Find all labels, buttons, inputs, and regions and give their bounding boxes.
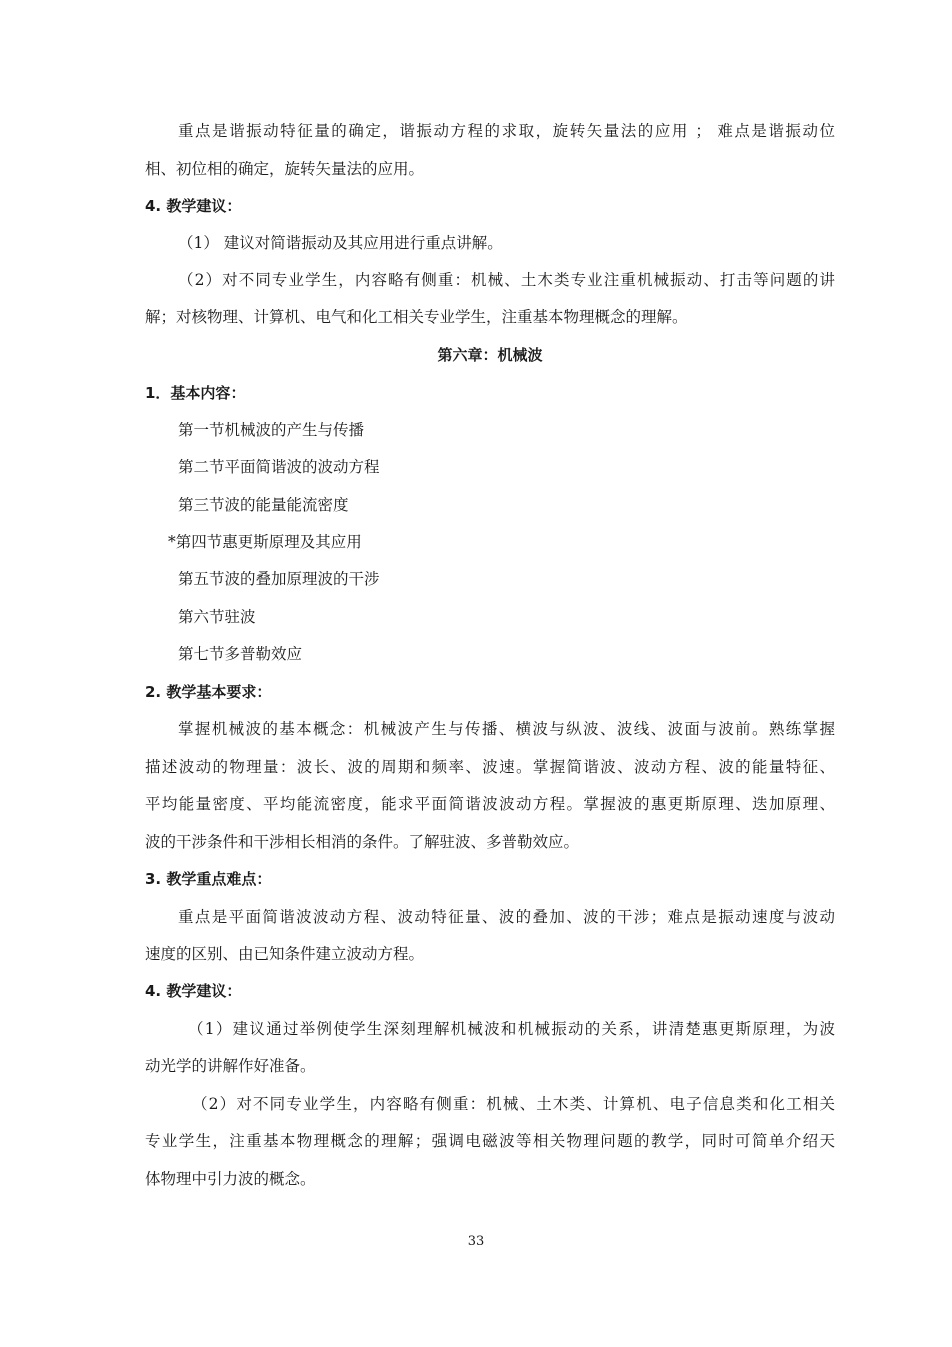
section-heading: 3. 教学重点难点： (145, 870, 272, 888)
paragraph-line: 相、初位相的确定，旋转矢量法的应用。 (145, 160, 425, 178)
page-number: 33 (467, 1234, 485, 1249)
paragraph-line: 专业学生，注重基本物理概念的理解；强调电磁波等相关物理问题的教学，同时可简单介绍天 (145, 1132, 835, 1150)
list-item: 第三节波的能量能流密度 (178, 496, 349, 514)
paragraph-line: （1） 建议对简谐振动及其应用进行重点讲解。 (178, 234, 503, 252)
chapter-title: 第六章：机械波 (437, 346, 543, 364)
section-heading: 2. 教学基本要求： (145, 683, 272, 701)
paragraph-line: 重点是谐振动特征量的确定，谐振动方程的求取，旋转矢量法的应用 ； 难点是谐振动位 (178, 122, 835, 140)
section-heading: 4. 教学建议： (145, 982, 242, 1000)
paragraph-line: （2）对不同专业学生，内容略有侧重：机械、土木类专业注重机械振动、打击等问题的讲 (178, 271, 835, 289)
paragraph-line: 体物理中引力波的概念。 (145, 1170, 316, 1188)
paragraph-line: 波的干涉条件和干涉相长相消的条件。了解驻波、多普勒效应。 (145, 833, 580, 851)
paragraph-line: 动光学的讲解作好准备。 (145, 1057, 316, 1075)
list-item: 第七节多普勒效应 (178, 645, 303, 663)
paragraph-line: 重点是平面简谐波波动方程、波动特征量、波的叠加、波的干涉；难点是振动速度与波动 (178, 908, 835, 926)
list-item: 第六节驻波 (178, 608, 256, 626)
paragraph-line: （2）对不同专业学生，内容略有侧重：机械、土木类、计算机、电子信息类和化工相关 (192, 1095, 835, 1113)
list-item: 第一节机械波的产生与传播 (178, 421, 365, 439)
paragraph-line: 速度的区别、由已知条件建立波动方程。 (145, 945, 425, 963)
paragraph-line: 描述波动的物理量：波长、波的周期和频率、波速。掌握简谐波、波动方程、波的能量特征、 (145, 758, 835, 776)
paragraph-line: 平均能量密度、平均能流密度，能求平面简谐波波动方程。掌握波的惠更斯原理、迭加原理、 (145, 795, 835, 813)
paragraph-line: 掌握机械波的基本概念：机械波产生与传播、横波与纵波、波线、波面与波前。熟练掌握 (178, 720, 835, 738)
list-item: 第五节波的叠加原理波的干涉 (178, 570, 380, 588)
paragraph-line: 解；对核物理、计算机、电气和化工相关专业学生，注重基本物理概念的理解。 (145, 308, 688, 326)
paragraph-line: （1）建议通过举例使学生深刻理解机械波和机械振动的关系，讲清楚惠更斯原理，为波 (188, 1020, 835, 1038)
section-heading: 4. 教学建议： (145, 197, 242, 215)
section-heading: 1．基本内容： (145, 384, 246, 402)
list-item: 第二节平面简谐波的波动方程 (178, 458, 380, 476)
list-item: *第四节惠更斯原理及其应用 (168, 533, 362, 551)
